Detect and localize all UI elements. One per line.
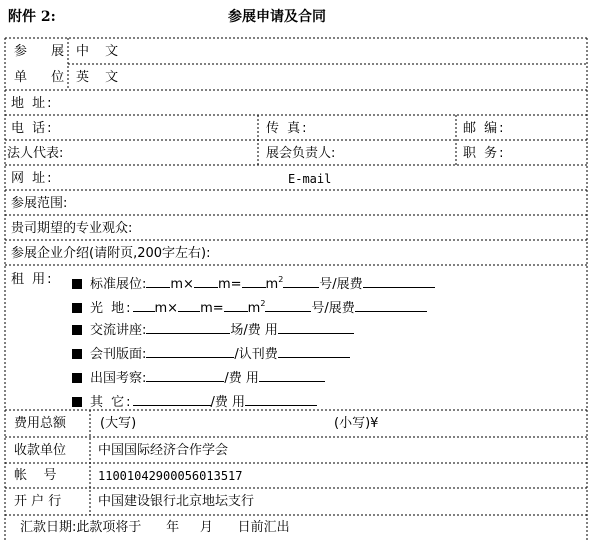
rent-standard-sup: 2 (278, 275, 284, 284)
rent-other-row[interactable] (72, 392, 317, 411)
rent-bare-suffix: 号/展费 (311, 301, 355, 316)
intro-field[interactable]: 参展企业介绍(请附页,200字左右): (11, 246, 211, 261)
total-figures-field[interactable]: (小写)¥ (334, 416, 379, 431)
rent-journal-label: 会刊版面: (90, 347, 147, 362)
rent-bare-m2: m= (200, 301, 224, 316)
checkbox-other[interactable] (72, 397, 82, 407)
position-field[interactable]: 职 务: (463, 146, 506, 161)
payee-value: 中国国际经济合作学会 (98, 443, 229, 458)
fax-field[interactable]: 传 真: (266, 121, 309, 136)
rent-bare-row[interactable] (72, 296, 427, 317)
checkbox-bare[interactable] (72, 303, 82, 313)
rent-standard-suffix: 号/展费 (319, 277, 363, 292)
payee-label: 收款单位 (14, 443, 67, 458)
remit-date-field[interactable]: 汇款日期:此款项将于 年 月 日前汇出 (20, 520, 290, 535)
rent-bare-sup: 2 (260, 299, 266, 308)
rent-label: 租 用: (11, 272, 54, 287)
bank-label: 开 户 行 (14, 494, 62, 509)
address-field[interactable]: 地 址: (11, 96, 54, 111)
rent-journal-suffix: /认刊费 (234, 347, 278, 362)
email-field[interactable]: E-mail (288, 172, 332, 186)
rent-bare-m1: m× (154, 301, 179, 316)
account-value: 11001042900056013517 (98, 469, 243, 483)
total-capital-field[interactable]: (大写) (100, 416, 137, 431)
unit-label-line1: 参 展 (14, 44, 75, 59)
rent-study-label: 出国考察: (90, 371, 147, 386)
rent-journal-row[interactable] (72, 344, 350, 363)
audience-field[interactable]: 贵司期望的专业观众: (11, 221, 133, 236)
rent-seminar-row[interactable] (72, 320, 354, 339)
rent-bare-label: 光 地: (90, 301, 133, 316)
rent-study-suffix: /费 用 (224, 371, 259, 386)
rent-study-row[interactable] (72, 368, 325, 387)
rent-other-suffix: /费 用 (210, 395, 246, 410)
legal-rep-field[interactable]: 法人代表: (7, 146, 64, 161)
rent-bare-unit: m (247, 301, 261, 316)
phone-field[interactable]: 电 话: (11, 121, 54, 136)
rent-seminar-suffix: 场/费 用 (230, 323, 278, 338)
scope-field[interactable]: 参展范围: (11, 196, 68, 211)
attachment-label: 附件 2: (8, 9, 56, 25)
website-field[interactable]: 网 址: (11, 171, 54, 186)
checkbox-study[interactable] (72, 373, 82, 383)
bank-value: 中国建设银行北京地坛支行 (98, 494, 255, 509)
postcode-field[interactable]: 邮 编: (463, 121, 506, 136)
rent-other-label: 其 它: (90, 395, 133, 410)
unit-label-line2: 单 位 (14, 70, 75, 85)
unit-english-field[interactable]: 英 文 (76, 70, 125, 85)
rent-standard-m1: m× (170, 277, 194, 292)
rent-standard-row[interactable] (72, 272, 435, 293)
checkbox-journal[interactable] (72, 349, 82, 359)
rent-standard-unit: m (265, 277, 279, 292)
rent-standard-label: 标准展位: (90, 277, 147, 292)
total-label: 费用总额 (14, 416, 67, 431)
rent-seminar-label: 交流讲座: (90, 323, 147, 338)
account-label: 帐 号 (14, 468, 57, 483)
page-title: 参展申请及合同 (228, 9, 326, 25)
expo-contact-field[interactable]: 展会负责人: (266, 146, 336, 161)
checkbox-seminar[interactable] (72, 325, 82, 335)
rent-standard-m2: m= (217, 277, 242, 292)
unit-chinese-field[interactable]: 中 文 (76, 44, 125, 59)
checkbox-standard[interactable] (72, 279, 82, 289)
